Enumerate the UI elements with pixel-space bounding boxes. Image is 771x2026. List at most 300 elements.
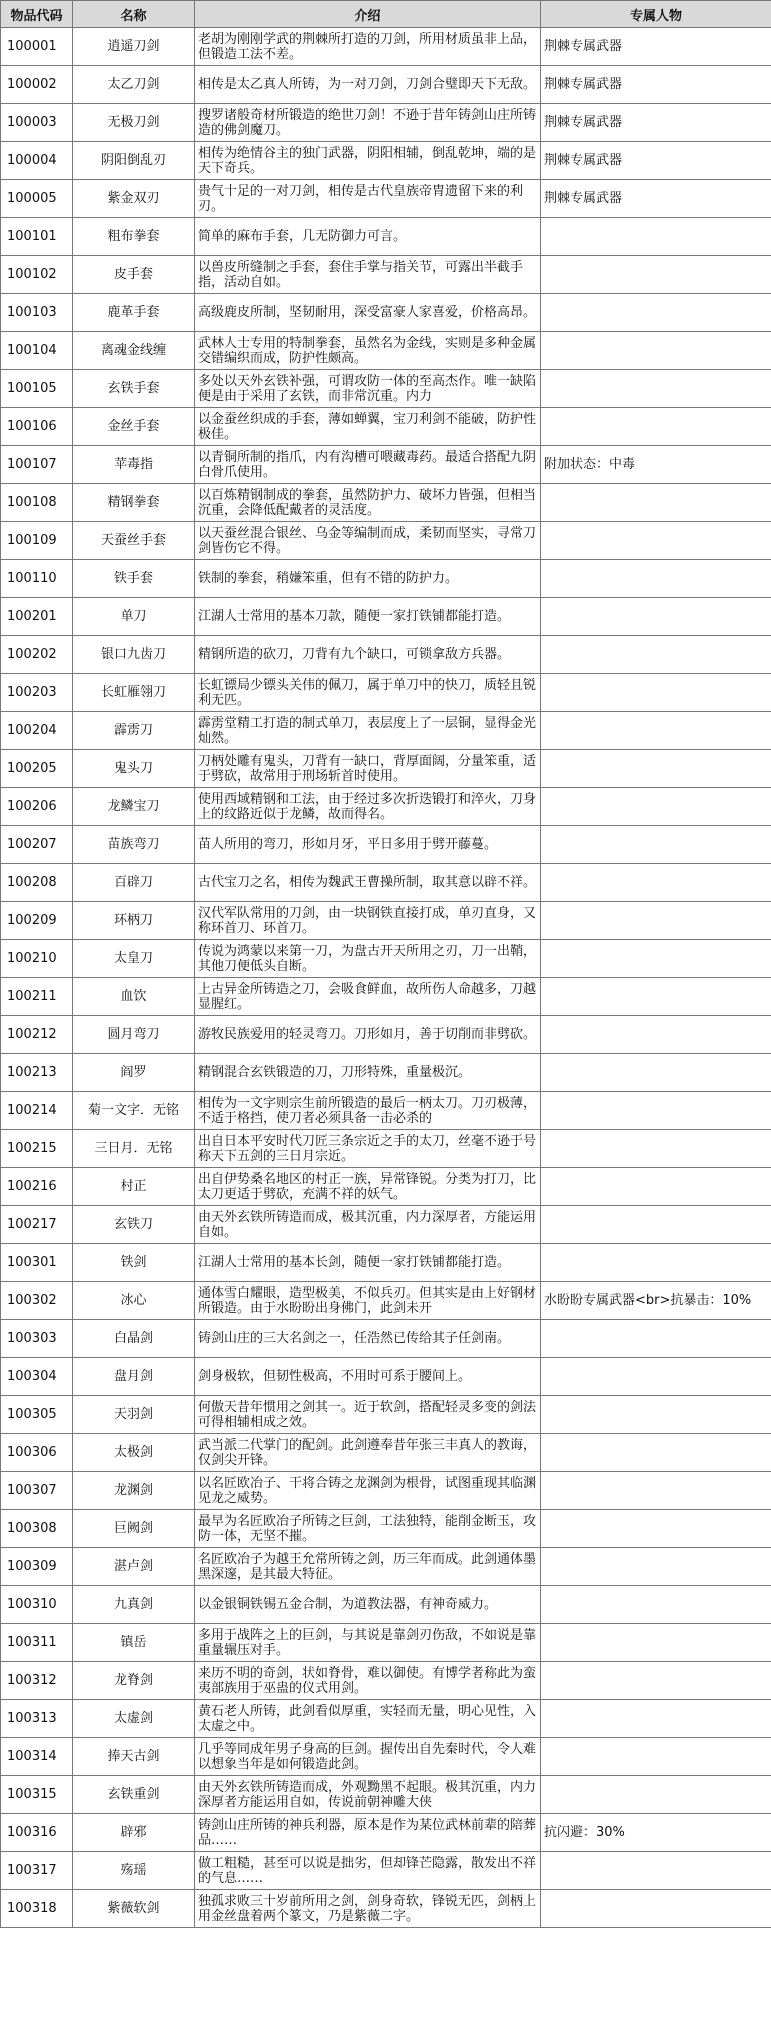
item-description-cell bbox=[195, 978, 541, 1016]
item-description-text: 何傲天昔年惯用之剑其一。近于软剑，搭配轻灵多变的剑法可得相辅相成之效。 bbox=[198, 1399, 537, 1430]
header-description: 介绍 bbox=[195, 1, 541, 28]
item-exclusive-cell: 抗闪避：30% bbox=[541, 1814, 771, 1852]
item-exclusive-cell bbox=[541, 1016, 771, 1054]
item-description-cell bbox=[195, 902, 541, 940]
item-exclusive-cell bbox=[541, 750, 771, 788]
item-exclusive-cell bbox=[541, 522, 771, 560]
item-exclusive-cell bbox=[541, 1396, 771, 1434]
table-row bbox=[1, 180, 771, 218]
item-code-cell: 100207 bbox=[1, 826, 73, 864]
item-code-cell: 100217 bbox=[1, 1206, 73, 1244]
item-description-text: 名匠欧冶子为越王允常所铸之剑，历三年而成。此剑通体墨黑深邃，是其最大特征。 bbox=[198, 1551, 537, 1582]
item-name-cell: 紫薇软剑 bbox=[73, 1890, 195, 1928]
item-code-cell: 100203 bbox=[1, 674, 73, 712]
header-row bbox=[1, 1, 771, 28]
item-name-cell: 白晶剑 bbox=[73, 1320, 195, 1358]
table-row bbox=[1, 370, 771, 408]
item-description-cell bbox=[195, 636, 541, 674]
item-description-cell bbox=[195, 1054, 541, 1092]
item-code-cell: 100004 bbox=[1, 142, 73, 180]
item-exclusive-cell bbox=[541, 1434, 771, 1472]
item-name-cell: 九真剑 bbox=[73, 1586, 195, 1624]
item-description-text: 使用西域精钢和工法，由于经过多次折迭锻打和淬火，刀身上的纹路近似于龙鳞，故而得名。 bbox=[198, 791, 537, 822]
item-description-text: 由天外玄铁所铸造而成，外观黝黑不起眼。极其沉重，内力深厚者方能运用自如，传说前朝神雕大侠 bbox=[198, 1779, 537, 1810]
item-name-cell: 龙脊剑 bbox=[73, 1662, 195, 1700]
item-description-text: 老胡为刚刚学武的荆棘所打造的刀剑，所用材质虽非上品，但锻造工法不差。 bbox=[198, 31, 537, 62]
item-name-cell: 金丝手套 bbox=[73, 408, 195, 446]
item-description-text: 精钢所造的砍刀，刀背有九个缺口，可锁拿敌方兵器。 bbox=[198, 647, 511, 662]
item-name-cell: 村正 bbox=[73, 1168, 195, 1206]
table-row bbox=[1, 1282, 771, 1320]
item-exclusive-cell bbox=[541, 560, 771, 598]
item-description-cell bbox=[195, 1890, 541, 1928]
table-row bbox=[1, 1244, 771, 1282]
table-row bbox=[1, 674, 771, 712]
item-code-cell: 100106 bbox=[1, 408, 73, 446]
table-row bbox=[1, 598, 771, 636]
item-description-text: 剑身极软，但韧性极高，不用时可系于腰间上。 bbox=[198, 1369, 472, 1384]
header-exclusive-character: 专属人物 bbox=[541, 1, 771, 28]
item-code-cell: 100209 bbox=[1, 902, 73, 940]
item-description-text: 精钢混合玄铁锻造的刀，刀形特殊，重量极沉。 bbox=[198, 1065, 472, 1080]
item-name-cell: 冰心 bbox=[73, 1282, 195, 1320]
item-name-cell: 霹雳刀 bbox=[73, 712, 195, 750]
item-exclusive-cell bbox=[541, 370, 771, 408]
table-row bbox=[1, 294, 771, 332]
table-row bbox=[1, 1320, 771, 1358]
item-description-text: 铸剑山庄的三大名剑之一，任浩然已传给其子任剑南。 bbox=[198, 1331, 511, 1346]
item-exclusive-cell bbox=[541, 1358, 771, 1396]
item-exclusive-cell bbox=[541, 1624, 771, 1662]
item-name-cell: 玄铁重剑 bbox=[73, 1776, 195, 1814]
table-row bbox=[1, 1852, 771, 1890]
item-exclusive-cell bbox=[541, 1700, 771, 1738]
item-code-cell: 100317 bbox=[1, 1852, 73, 1890]
item-code-cell: 100001 bbox=[1, 28, 73, 66]
table-row bbox=[1, 1130, 771, 1168]
item-code-cell: 100312 bbox=[1, 1662, 73, 1700]
item-exclusive-cell bbox=[541, 712, 771, 750]
item-description-text: 以金银铜铁锡五金合制，为道教法器，有神奇威力。 bbox=[198, 1597, 498, 1612]
item-name-cell: 皮手套 bbox=[73, 256, 195, 294]
table-row bbox=[1, 522, 771, 560]
item-code-cell: 100103 bbox=[1, 294, 73, 332]
item-code-cell: 100310 bbox=[1, 1586, 73, 1624]
table-row bbox=[1, 1738, 771, 1776]
item-description-cell bbox=[195, 256, 541, 294]
item-name-cell: 龙渊剑 bbox=[73, 1472, 195, 1510]
table-row bbox=[1, 788, 771, 826]
item-code-cell: 100105 bbox=[1, 370, 73, 408]
item-code-cell: 100314 bbox=[1, 1738, 73, 1776]
item-name-cell: 巨阙剑 bbox=[73, 1510, 195, 1548]
item-description-cell bbox=[195, 446, 541, 484]
table-row bbox=[1, 484, 771, 522]
item-name-cell: 镇岳 bbox=[73, 1624, 195, 1662]
table-row bbox=[1, 1624, 771, 1662]
item-exclusive-cell bbox=[541, 636, 771, 674]
table-row bbox=[1, 408, 771, 446]
item-exclusive-cell bbox=[541, 1206, 771, 1244]
item-code-cell: 100201 bbox=[1, 598, 73, 636]
item-code-cell: 100308 bbox=[1, 1510, 73, 1548]
item-description-text: 做工粗糙，甚至可以说是拙劣，但却锋芒隐露，散发出不祥的气息…… bbox=[198, 1855, 537, 1886]
table-row bbox=[1, 332, 771, 370]
item-description-text: 以天蚕丝混合银丝、乌金等编制而成，柔韧而坚实，寻常刀剑皆伤它不得。 bbox=[198, 525, 537, 556]
item-code-cell: 100210 bbox=[1, 940, 73, 978]
table-row bbox=[1, 1016, 771, 1054]
item-description-cell bbox=[195, 750, 541, 788]
item-name-cell: 紫金双刃 bbox=[73, 180, 195, 218]
item-description-cell bbox=[195, 864, 541, 902]
table-row bbox=[1, 446, 771, 484]
item-description-text: 江湖人士常用的基本长剑，随便一家打铁铺都能打造。 bbox=[198, 1255, 511, 1270]
table-row bbox=[1, 1054, 771, 1092]
table-row bbox=[1, 636, 771, 674]
item-exclusive-cell bbox=[541, 1510, 771, 1548]
item-description-text: 多处以天外玄铁补强，可谓攻防一体的至高杰作。唯一缺陷便是由于采用了玄铁，而非常沉重。内力 bbox=[198, 373, 537, 404]
item-name-cell: 精钢拳套 bbox=[73, 484, 195, 522]
item-name-cell: 粗布拳套 bbox=[73, 218, 195, 256]
item-description-text: 汉代军队常用的刀剑，由一块钢铁直接打成，单刃直身，又称环首刀、环首刀。 bbox=[198, 905, 537, 936]
item-name-cell: 三日月．无铭 bbox=[73, 1130, 195, 1168]
table-row bbox=[1, 1548, 771, 1586]
item-description-text: 武林人士专用的特制拳套，虽然名为金线，实则是多种金属交错编织而成，防护性颇高。 bbox=[198, 335, 537, 366]
item-exclusive-cell bbox=[541, 1130, 771, 1168]
table-row bbox=[1, 1206, 771, 1244]
item-exclusive-cell: 荆棘专属武器 bbox=[541, 104, 771, 142]
item-description-cell bbox=[195, 940, 541, 978]
item-exclusive-cell bbox=[541, 1472, 771, 1510]
item-exclusive-cell bbox=[541, 1244, 771, 1282]
item-name-cell: 血饮 bbox=[73, 978, 195, 1016]
item-description-cell bbox=[195, 788, 541, 826]
item-name-cell: 太皇刀 bbox=[73, 940, 195, 978]
item-description-cell bbox=[195, 598, 541, 636]
table-row bbox=[1, 940, 771, 978]
item-description-text: 简单的麻布手套，几无防御力可言。 bbox=[198, 229, 407, 244]
item-name-cell: 铁手套 bbox=[73, 560, 195, 598]
item-description-cell bbox=[195, 1700, 541, 1738]
item-name-cell: 阎罗 bbox=[73, 1054, 195, 1092]
item-description-cell bbox=[195, 712, 541, 750]
item-description-text: 铸剑山庄所铸的神兵利器，原本是作为某位武林前辈的陪葬品…… bbox=[198, 1817, 537, 1848]
item-code-cell: 100309 bbox=[1, 1548, 73, 1586]
item-description-cell bbox=[195, 28, 541, 66]
item-description-cell bbox=[195, 1586, 541, 1624]
item-code-cell: 100313 bbox=[1, 1700, 73, 1738]
item-exclusive-cell bbox=[541, 1168, 771, 1206]
item-description-text: 搜罗诸般奇材所锻造的绝世刀剑！不逊于昔年铸剑山庄所铸造的佛剑魔刀。 bbox=[198, 107, 537, 138]
item-description-cell bbox=[195, 1168, 541, 1206]
item-description-cell bbox=[195, 484, 541, 522]
item-exclusive-cell bbox=[541, 902, 771, 940]
item-description-cell bbox=[195, 1738, 541, 1776]
item-description-cell bbox=[195, 218, 541, 256]
item-description-cell bbox=[195, 1434, 541, 1472]
item-name-cell: 铁剑 bbox=[73, 1244, 195, 1282]
item-code-cell: 100110 bbox=[1, 560, 73, 598]
item-code-cell: 100108 bbox=[1, 484, 73, 522]
item-description-text: 出自日本平安时代刀匠三条宗近之手的太刀，丝毫不逊于号称天下五剑的三日月宗近。 bbox=[198, 1133, 537, 1164]
item-exclusive-cell bbox=[541, 1852, 771, 1890]
table-row bbox=[1, 1092, 771, 1130]
item-description-cell bbox=[195, 408, 541, 446]
table-row bbox=[1, 978, 771, 1016]
item-name-cell: 环柄刀 bbox=[73, 902, 195, 940]
table-row bbox=[1, 66, 771, 104]
item-description-cell bbox=[195, 826, 541, 864]
item-code-cell: 100302 bbox=[1, 1282, 73, 1320]
item-description-text: 通体雪白耀眼，造型极美，不似兵刃。但其实是由上好钢材所锻造。由于水盼盼出身佛门，此剑未开 bbox=[198, 1285, 537, 1316]
item-name-cell: 单刀 bbox=[73, 598, 195, 636]
item-description-text: 上古异金所铸造之刀，会吸食鲜血，故所伤人命越多，刀越显腥红。 bbox=[198, 981, 537, 1012]
table-row bbox=[1, 1776, 771, 1814]
item-exclusive-cell bbox=[541, 788, 771, 826]
item-code-cell: 100005 bbox=[1, 180, 73, 218]
table-row bbox=[1, 1662, 771, 1700]
item-code-cell: 100107 bbox=[1, 446, 73, 484]
item-description-cell bbox=[195, 1320, 541, 1358]
table-row bbox=[1, 1700, 771, 1738]
item-description-text: 来历不明的奇剑，状如脊骨，难以御使。有博学者称此为蛮夷部族用于巫蛊的仪式用剑。 bbox=[198, 1665, 537, 1696]
table-row bbox=[1, 1890, 771, 1928]
item-code-cell: 100002 bbox=[1, 66, 73, 104]
item-description-cell bbox=[195, 332, 541, 370]
item-exclusive-cell: 水盼盼专属武器<br>抗暴击：10% bbox=[541, 1282, 771, 1320]
item-description-cell bbox=[195, 522, 541, 560]
item-name-cell: 天蚕丝手套 bbox=[73, 522, 195, 560]
item-exclusive-cell: 荆棘专属武器 bbox=[541, 142, 771, 180]
item-name-cell: 龙鳞宝刀 bbox=[73, 788, 195, 826]
item-description-cell bbox=[195, 1016, 541, 1054]
item-description-cell bbox=[195, 1852, 541, 1890]
item-description-cell bbox=[195, 1814, 541, 1852]
item-code-cell: 100303 bbox=[1, 1320, 73, 1358]
item-description-text: 铁制的拳套，稍嫌笨重，但有不错的防护力。 bbox=[198, 571, 459, 586]
table-row bbox=[1, 1586, 771, 1624]
item-code-cell: 100307 bbox=[1, 1472, 73, 1510]
item-code-cell: 100202 bbox=[1, 636, 73, 674]
item-name-cell: 太极剑 bbox=[73, 1434, 195, 1472]
table-row bbox=[1, 1358, 771, 1396]
table-row bbox=[1, 712, 771, 750]
item-name-cell: 逍遥刀剑 bbox=[73, 28, 195, 66]
table-row bbox=[1, 256, 771, 294]
item-description-text: 高级鹿皮所制，坚韧耐用，深受富豪人家喜爱，价格高昂。 bbox=[198, 305, 537, 320]
item-name-cell: 百辟刀 bbox=[73, 864, 195, 902]
item-code-cell: 100318 bbox=[1, 1890, 73, 1928]
item-description-cell bbox=[195, 1776, 541, 1814]
item-exclusive-cell bbox=[541, 1738, 771, 1776]
table-row bbox=[1, 1510, 771, 1548]
item-description-text: 贵气十足的一对刀剑，相传是古代皇族帝胄遗留下来的利刃。 bbox=[198, 183, 524, 214]
item-name-cell: 鬼头刀 bbox=[73, 750, 195, 788]
item-exclusive-cell bbox=[541, 598, 771, 636]
item-description-cell bbox=[195, 1472, 541, 1510]
item-code-cell: 100304 bbox=[1, 1358, 73, 1396]
item-name-cell: 长虹雁翎刀 bbox=[73, 674, 195, 712]
item-name-cell: 菊一文字．无铭 bbox=[73, 1092, 195, 1130]
item-exclusive-cell bbox=[541, 1320, 771, 1358]
item-exclusive-cell bbox=[541, 826, 771, 864]
item-name-cell: 银口九齿刀 bbox=[73, 636, 195, 674]
item-description-text: 游牧民族爱用的轻灵弯刀。刀形如月，善于切削而非劈砍。 bbox=[198, 1027, 537, 1042]
table-row bbox=[1, 864, 771, 902]
item-code-cell: 100214 bbox=[1, 1092, 73, 1130]
item-name-cell: 苹毒指 bbox=[73, 446, 195, 484]
table-row bbox=[1, 902, 771, 940]
item-exclusive-cell: 附加状态：中毒 bbox=[541, 446, 771, 484]
item-exclusive-cell bbox=[541, 1662, 771, 1700]
item-description-cell bbox=[195, 1130, 541, 1168]
item-description-text: 相传是太乙真人所铸，为一对刀剑，刀剑合璧即天下无敌。 bbox=[198, 77, 537, 92]
item-description-cell bbox=[195, 1662, 541, 1700]
item-name-cell: 无极刀剑 bbox=[73, 104, 195, 142]
item-exclusive-cell: 荆棘专属武器 bbox=[541, 66, 771, 104]
item-description-text: 长虹镖局少镖头关伟的佩刀，属于单刀中的快刀，质轻且锐利无匹。 bbox=[198, 677, 537, 708]
item-code-cell: 100301 bbox=[1, 1244, 73, 1282]
item-name-cell: 太虚剑 bbox=[73, 1700, 195, 1738]
item-description-cell bbox=[195, 1092, 541, 1130]
item-description-cell bbox=[195, 1358, 541, 1396]
item-exclusive-cell bbox=[541, 218, 771, 256]
item-description-cell bbox=[195, 142, 541, 180]
item-exclusive-cell bbox=[541, 940, 771, 978]
item-name-cell: 苗族弯刀 bbox=[73, 826, 195, 864]
item-code-cell: 100109 bbox=[1, 522, 73, 560]
item-name-cell: 殇瑶 bbox=[73, 1852, 195, 1890]
item-code-cell: 100102 bbox=[1, 256, 73, 294]
item-description-cell bbox=[195, 1396, 541, 1434]
item-exclusive-cell bbox=[541, 1092, 771, 1130]
item-code-cell: 100311 bbox=[1, 1624, 73, 1662]
item-name-cell: 阴阳倒乱刃 bbox=[73, 142, 195, 180]
table-row bbox=[1, 750, 771, 788]
item-description-cell bbox=[195, 1510, 541, 1548]
item-exclusive-cell bbox=[541, 1890, 771, 1928]
item-description-cell bbox=[195, 1244, 541, 1282]
item-name-cell: 圆月弯刀 bbox=[73, 1016, 195, 1054]
item-name-cell: 鹿革手套 bbox=[73, 294, 195, 332]
item-description-text: 苗人所用的弯刀，形如月牙，平日多用于劈开藤蔓。 bbox=[198, 837, 498, 852]
item-description-text: 出自伊势桑名地区的村正一族，异常锋锐。分类为打刀，比太刀更适于劈砍，充满不祥的妖气。 bbox=[198, 1171, 537, 1202]
item-exclusive-cell bbox=[541, 332, 771, 370]
item-name-cell: 天羽剑 bbox=[73, 1396, 195, 1434]
item-code-cell: 100205 bbox=[1, 750, 73, 788]
item-description-cell bbox=[195, 180, 541, 218]
item-code-cell: 100305 bbox=[1, 1396, 73, 1434]
item-exclusive-cell bbox=[541, 1548, 771, 1586]
item-description-text: 刀柄处雕有鬼头，刀背有一缺口，背厚面阔，分量笨重，适于劈砍，故常用于刑场斩首时使用。 bbox=[198, 753, 537, 784]
header-name: 名称 bbox=[73, 1, 195, 28]
item-code-cell: 100316 bbox=[1, 1814, 73, 1852]
item-description-cell bbox=[195, 1548, 541, 1586]
item-exclusive-cell bbox=[541, 674, 771, 712]
item-code-cell: 100315 bbox=[1, 1776, 73, 1814]
item-description-text: 霹雳堂精工打造的制式单刀，表层度上了一层铜，显得金光灿然。 bbox=[198, 715, 537, 746]
header-item-code: 物品代码 bbox=[1, 1, 73, 28]
table-row bbox=[1, 1434, 771, 1472]
item-description-text: 以兽皮所缝制之手套，套住手掌与指关节，可露出半截手指，活动自如。 bbox=[198, 259, 524, 290]
table-row bbox=[1, 1472, 771, 1510]
item-description-cell bbox=[195, 104, 541, 142]
item-description-cell bbox=[195, 560, 541, 598]
item-description-text: 以百炼精钢制成的拳套，虽然防护力、破坏力皆强，但相当沉重，会降低配戴者的灵活度。 bbox=[198, 487, 537, 518]
item-code-cell: 100003 bbox=[1, 104, 73, 142]
item-description-text: 几乎等同成年男子身高的巨剑。握传出自先秦时代，令人难以想象当年是如何锻造此剑。 bbox=[198, 1741, 537, 1772]
item-code-cell: 100213 bbox=[1, 1054, 73, 1092]
item-code-cell: 100306 bbox=[1, 1434, 73, 1472]
table-row bbox=[1, 1396, 771, 1434]
item-name-cell: 辟邪 bbox=[73, 1814, 195, 1852]
table-row bbox=[1, 560, 771, 598]
item-description-text: 传说为鸿蒙以来第一刀，为盘古开天所用之刃，刀一出鞘，其他刀便低头自断。 bbox=[198, 943, 537, 974]
item-name-cell: 湛卢剑 bbox=[73, 1548, 195, 1586]
item-description-text: 以名匠欧冶子、干将合铸之龙渊剑为根骨，试图重现其临渊见龙之威势。 bbox=[198, 1475, 537, 1506]
item-exclusive-cell bbox=[541, 978, 771, 1016]
table-row bbox=[1, 218, 771, 256]
item-code-cell: 100216 bbox=[1, 1168, 73, 1206]
item-description-cell bbox=[195, 370, 541, 408]
item-code-cell: 100104 bbox=[1, 332, 73, 370]
item-description-text: 以青铜所制的指爪，内有沟槽可喂藏毒药。最适合搭配九阴白骨爪使用。 bbox=[198, 449, 537, 480]
table-row bbox=[1, 142, 771, 180]
item-description-text: 多用于战阵之上的巨剑，与其说是靠剑刃伤敌，不如说是靠重量辗压对手。 bbox=[198, 1627, 537, 1658]
item-exclusive-cell bbox=[541, 294, 771, 332]
item-code-cell: 100215 bbox=[1, 1130, 73, 1168]
item-description-cell bbox=[195, 66, 541, 104]
item-code-cell: 100206 bbox=[1, 788, 73, 826]
item-exclusive-cell: 荆棘专属武器 bbox=[541, 180, 771, 218]
item-exclusive-cell bbox=[541, 1586, 771, 1624]
item-exclusive-cell bbox=[541, 1776, 771, 1814]
item-exclusive-cell bbox=[541, 1054, 771, 1092]
item-description-cell bbox=[195, 1206, 541, 1244]
item-description-cell bbox=[195, 674, 541, 712]
item-exclusive-cell bbox=[541, 484, 771, 522]
table-row bbox=[1, 1814, 771, 1852]
item-description-text: 最早为名匠欧冶子所铸之巨剑，工法独特，能削金断玉，攻防一体，无坚不摧。 bbox=[198, 1513, 537, 1544]
table-row bbox=[1, 1168, 771, 1206]
item-code-cell: 100208 bbox=[1, 864, 73, 902]
table-row bbox=[1, 28, 771, 66]
item-name-cell: 离魂金线缠 bbox=[73, 332, 195, 370]
table-row bbox=[1, 826, 771, 864]
item-description-text: 黄石老人所铸，此剑看似厚重，实轻而无量，明心见性，入太虚之中。 bbox=[198, 1703, 537, 1734]
item-description-text: 独孤求败三十岁前所用之剑，剑身奇软，锋锐无匹，剑柄上用金丝盘着两个篆文，乃是紫薇二字。 bbox=[198, 1893, 537, 1924]
item-description-text: 武当派二代掌门的配剑。此剑遵奉昔年张三丰真人的教诲，仅剑尖开锋。 bbox=[198, 1437, 537, 1468]
item-code-cell: 100101 bbox=[1, 218, 73, 256]
item-name-cell: 盘月剑 bbox=[73, 1358, 195, 1396]
item-code-cell: 100212 bbox=[1, 1016, 73, 1054]
table-row bbox=[1, 104, 771, 142]
item-description-text: 以金蚕丝织成的手套，薄如蝉翼，宝刀利剑不能破，防护性极佳。 bbox=[198, 411, 537, 442]
item-description-text: 江湖人士常用的基本刀款，随便一家打铁铺都能打造。 bbox=[198, 609, 511, 624]
item-exclusive-cell bbox=[541, 864, 771, 902]
item-description-text: 由天外玄铁所铸造而成，极其沉重，内力深厚者，方能运用自如。 bbox=[198, 1209, 537, 1240]
item-code-cell: 100211 bbox=[1, 978, 73, 1016]
item-exclusive-cell: 荆棘专属武器 bbox=[541, 28, 771, 66]
item-name-cell: 玄铁手套 bbox=[73, 370, 195, 408]
item-description-cell bbox=[195, 1282, 541, 1320]
item-name-cell: 捧天古剑 bbox=[73, 1738, 195, 1776]
item-description-cell bbox=[195, 1624, 541, 1662]
item-description-text: 古代宝刀之名，相传为魏武王曹操所制，取其意以辟不祥。 bbox=[198, 875, 537, 890]
item-name-cell: 玄铁刀 bbox=[73, 1206, 195, 1244]
item-code-cell: 100204 bbox=[1, 712, 73, 750]
item-exclusive-cell bbox=[541, 408, 771, 446]
